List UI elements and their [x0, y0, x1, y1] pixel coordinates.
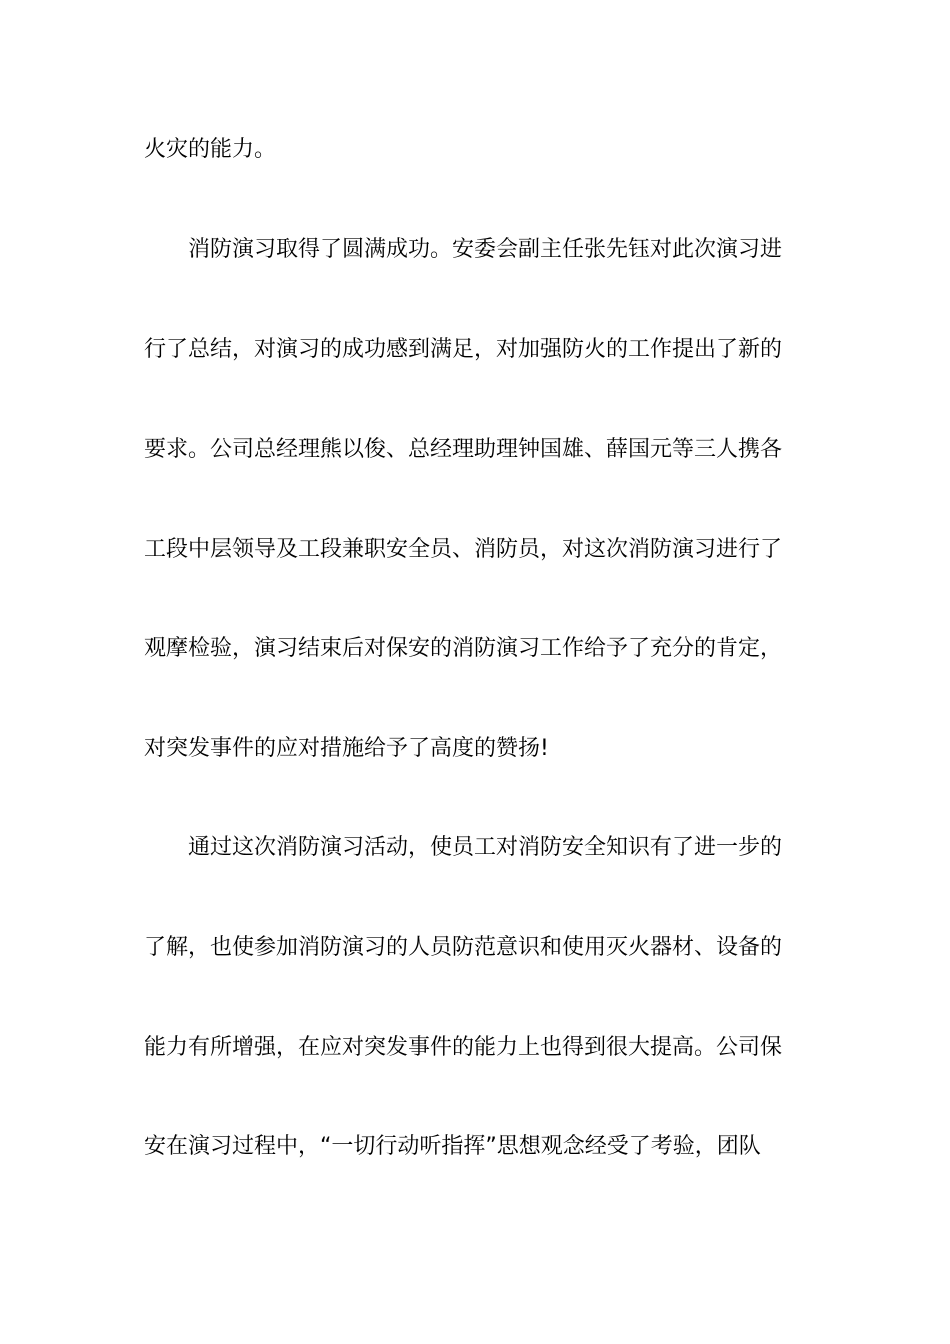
text-line: 观摩检验，演习结束后对保安的消防演习工作给予了充分的肯定，	[144, 636, 783, 661]
text-line: 能力有所增强，在应对突发事件的能力上也得到很大提高。公司保	[144, 1035, 783, 1060]
text-line: 要求。公司总经理熊以俊、总经理助理钟国雄、薛国元等三人携各	[144, 437, 783, 462]
text-line: 工段中层领导及工段兼职安全员、消防员，对这次消防演习进行了	[144, 537, 783, 562]
text-line: 火灾的能力。	[144, 137, 277, 162]
paragraph-first-line: 通过这次消防演习活动，使员工对消防安全知识有了进一步的	[188, 835, 783, 860]
text-line: 了解，也使参加消防演习的人员防范意识和使用灭火器材、设备的	[144, 935, 783, 960]
text-line: 安在演习过程中，“一切行动听指挥”思想观念经受了考验，团队	[144, 1134, 761, 1159]
text-line: 对突发事件的应对措施给予了高度的赞扬!	[144, 736, 549, 761]
text-line: 行了总结，对演习的成功感到满足，对加强防火的工作提出了新的	[144, 337, 783, 362]
paragraph-first-line: 消防演习取得了圆满成功。安委会副主任张先钰对此次演习进	[188, 237, 783, 262]
